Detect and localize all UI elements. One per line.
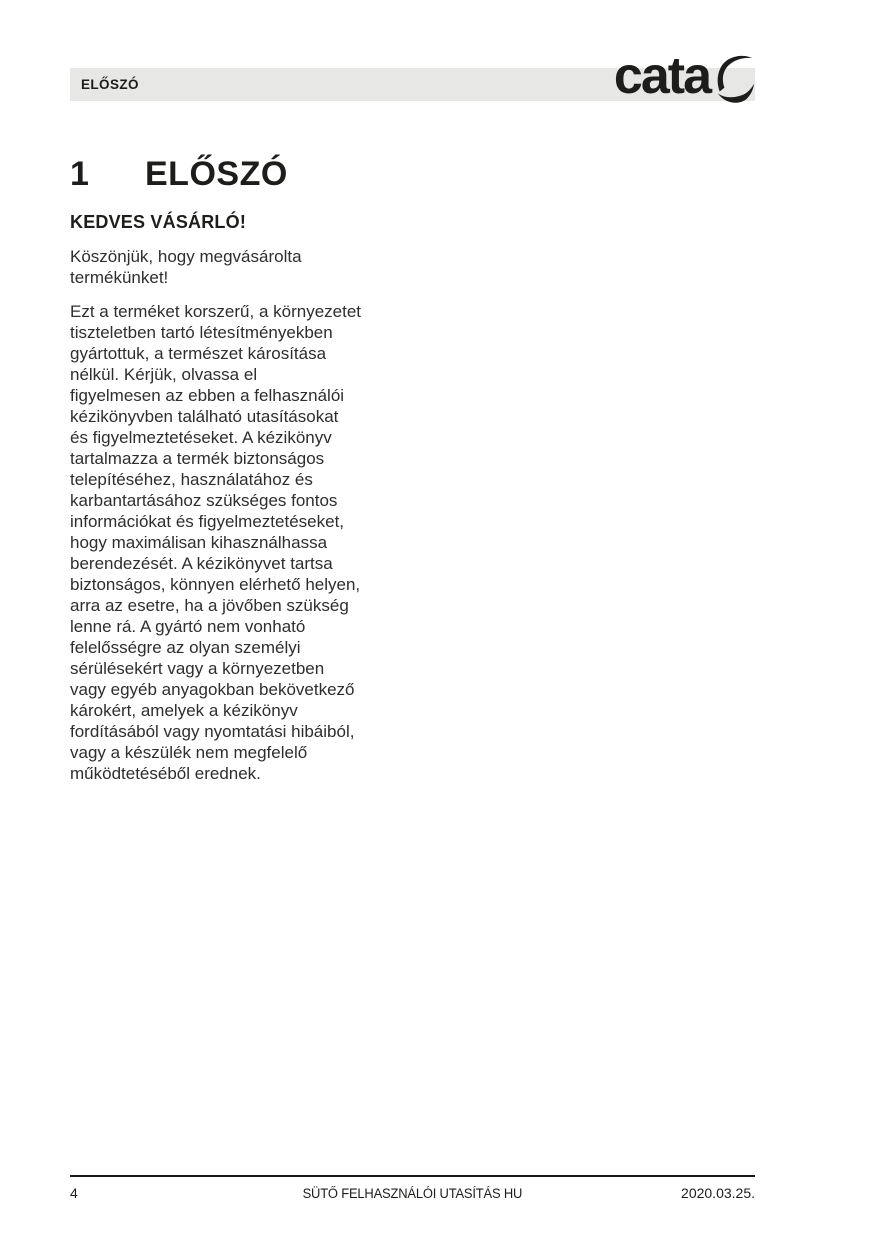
text-line: fordításából vagy nyomtatási hibáiból, <box>70 722 355 741</box>
section-number: 1 <box>70 155 90 193</box>
text-line: sérülésekért vagy a környezetben <box>70 659 325 678</box>
text-line: kézikönyvben található utasításokat <box>70 407 339 426</box>
text-line: működtetéséből erednek. <box>70 764 261 783</box>
text-line: berendezését. A kézikönyvet tartsa <box>70 554 333 573</box>
text-line: nélkül. Kérjük, olvassa el <box>70 365 258 384</box>
brand-wordmark: cata <box>613 47 710 106</box>
footer-date: 2020.03.25. <box>681 1185 755 1201</box>
page-title <box>70 155 410 194</box>
brand-logo <box>613 47 755 106</box>
text-line: és figyelmeztetéseket. A kézikönyv <box>70 428 332 447</box>
text-line: tiszteletben tartó létesítményekben <box>70 323 333 342</box>
main-content <box>70 155 410 784</box>
header-section-label: ELŐSZÓ <box>81 77 139 92</box>
cata-swoosh-icon <box>713 54 755 106</box>
text-line: arra az esetre, ha a jövőben szükség <box>70 596 349 615</box>
greeting-heading: KEDVES VÁSÁRLÓ! <box>70 212 247 232</box>
text-line: vagy a készülék nem megfelelő <box>70 743 308 762</box>
text-line: gyártottuk, a természet károsítása <box>70 344 327 363</box>
text-line: lenne rá. A gyártó nem vonható <box>70 617 306 636</box>
text-line: termékünket! <box>70 268 169 287</box>
text-line: károkért, amelyek a kézikönyv <box>70 701 298 720</box>
paragraph-intro <box>70 246 410 288</box>
text-line: Köszönjük, hogy megvásárolta <box>70 247 302 266</box>
text-line: vagy egyéb anyagokban bekövetkező <box>70 680 355 699</box>
text-line: telepítéséhez, használatához és <box>70 470 313 489</box>
text-line: karbantartásához szükséges fontos <box>70 491 338 510</box>
footer <box>70 1175 755 1201</box>
text-line: hogy maximálisan kihasználhassa <box>70 533 328 552</box>
text-line: tartalmazza a termék biztonságos <box>70 449 325 468</box>
text-line: információkat és figyelmeztetéseket, <box>70 512 345 531</box>
text-line: biztonságos, könnyen elérhető helyen, <box>70 575 361 594</box>
section-title-text: ELŐSZÓ <box>145 155 288 193</box>
paragraph-body <box>70 301 410 784</box>
footer-page-number: 4 <box>70 1185 78 1201</box>
text-line: Ezt a terméket korszerű, a környezetet <box>70 302 362 321</box>
text-line: figyelmesen az ebben a felhasználói <box>70 386 345 405</box>
footer-doc-title: SÜTŐ FELHASZNÁLÓI UTASÍTÁS HU <box>302 1186 523 1201</box>
text-line: felelősségre az olyan személyi <box>70 638 301 657</box>
